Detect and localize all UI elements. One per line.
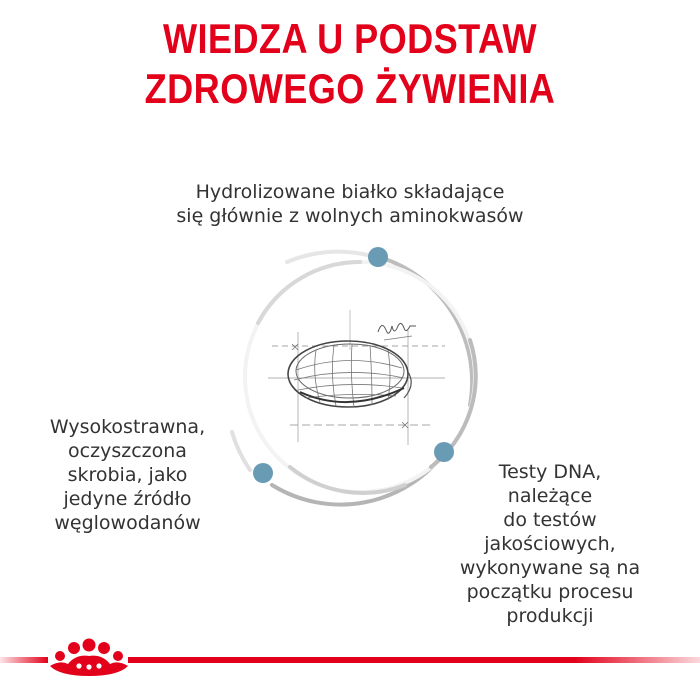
footer-line-left — [0, 657, 48, 663]
royal-canin-crown-icon — [50, 639, 128, 677]
footer-line — [128, 657, 700, 663]
marker-dot-left — [253, 463, 273, 483]
caption-line: produkcji — [506, 605, 594, 627]
caption-line: Wysokostrawna, — [49, 416, 206, 438]
caption-line: do testów — [503, 509, 597, 531]
caption-line: jakościowych, — [484, 533, 616, 555]
marker-dot-top — [368, 247, 388, 267]
caption-line: początku procesu — [466, 581, 634, 603]
kibble-sketch-icon — [268, 310, 445, 445]
caption-line: się głównie z wolnych aminokwasów — [176, 205, 524, 227]
caption-line: węglowodanów — [54, 512, 201, 534]
marker-dot-right — [434, 442, 454, 462]
caption-line: wykonywane są na — [459, 557, 641, 579]
caption-line: jedyne źródło — [63, 488, 192, 510]
title-line-2: ZDROWEGO ŻYWIENIA — [144, 65, 556, 112]
caption-line: skrobia, jako — [67, 464, 188, 486]
caption-line: Testy DNA, — [498, 461, 602, 483]
caption-line: należące — [507, 485, 593, 507]
caption-line: Hydrolizowane białko składające — [195, 181, 505, 203]
caption-line: oczyszczona — [68, 440, 187, 462]
title-line-1: WIEDZA U PODSTAW — [162, 15, 538, 62]
